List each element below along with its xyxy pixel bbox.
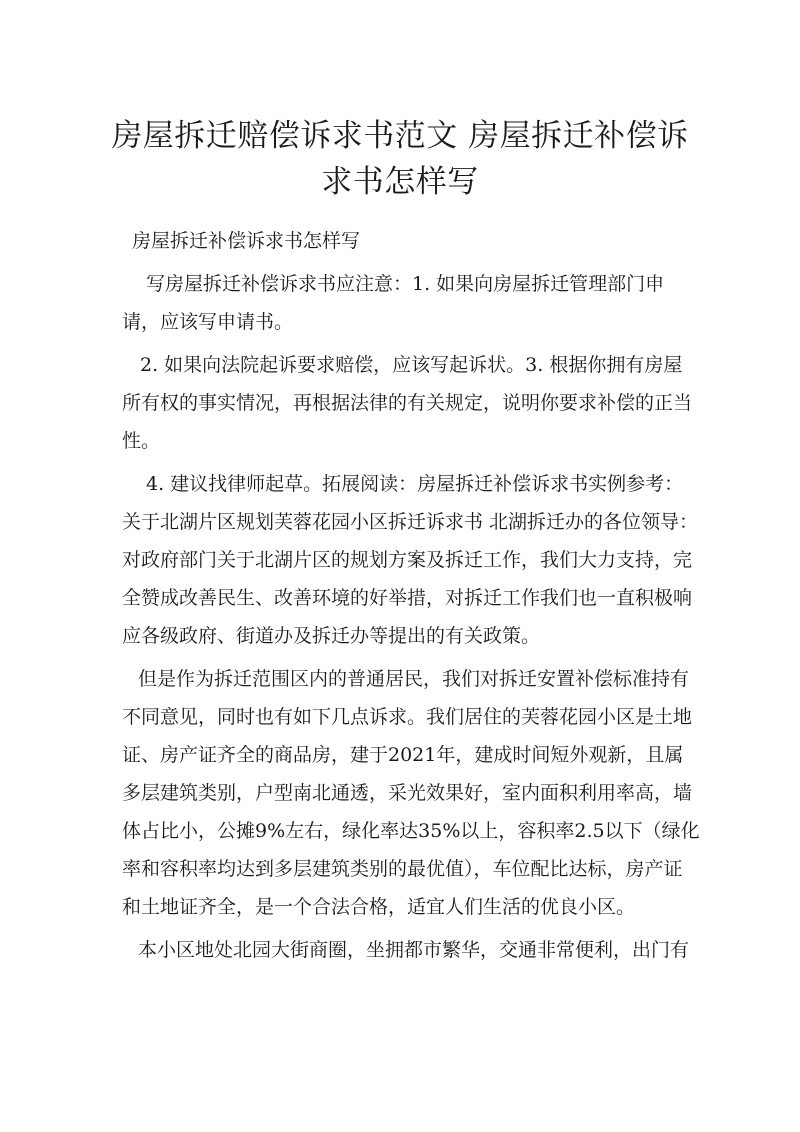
- paragraph: [122, 660, 700, 926]
- text-line: 写房屋拆迁补偿诉求书应注意：1. 如果向房屋拆迁管理部门申: [146, 273, 665, 295]
- text-line: 和土地证齐全，是一个合法合格，适宜人们生活的优良小区。: [122, 896, 636, 918]
- paragraph: [122, 222, 692, 260]
- document-body: [122, 222, 700, 969]
- text-line: 4. 建议找律师起草。拓展阅读：房屋拆迁补偿诉求书实例参考：: [146, 473, 684, 495]
- text-line: 证、房产证齐全的商品房，建于2021年，建成时间短外观新，且属: [122, 744, 684, 766]
- text-line: 本小区地处北园大街商圈，坐拥都市繁华，交通非常便利，出门有: [138, 939, 690, 961]
- text-line: 性。: [122, 430, 161, 452]
- text-line: 对政府部门关于北湖片区的规划方案及拆迁工作，我们大力支持，完: [122, 549, 693, 571]
- title-line-1: 房屋拆迁赔偿诉求书范文 房屋拆迁补偿诉: [111, 118, 689, 154]
- text-line: 全赞成改善民生、改善环境的好举措，对拆迁工作我们也一直积极响: [122, 587, 693, 609]
- text-line: 但是作为拆迁范围区内的普通居民，我们对拆迁安置补偿标准持有: [138, 668, 690, 690]
- title-line-2: 求书怎样写: [321, 164, 479, 200]
- paragraph: [122, 346, 692, 460]
- text-line: 2. 如果向法院起诉要求赔偿，应该写起诉状。3. 根据你拥有房屋: [140, 354, 683, 376]
- text-line: 应各级政府、街道办及拆迁办等提出的有关政策。: [122, 625, 541, 647]
- text-line: 关于北湖片区规划芙蓉花园小区拆迁诉求书 北湖拆迁办的各位领导：: [122, 511, 699, 533]
- text-line: 请，应该写申请书。: [122, 311, 294, 333]
- text-line: 率和容积率均达到多层建筑类别的最优值），车位配比达标，房产证: [122, 858, 683, 880]
- text-line: 多层建筑类别，户型南北通透，采光效果好，室内面积利用率高，墙: [122, 782, 693, 804]
- text-line: 体占比小，公摊9%左右，绿化率达35%以上，容积率2.5以下（绿化: [122, 820, 700, 842]
- paragraph: [122, 931, 692, 969]
- text-line: 所有权的事实情况，再根据法律的有关规定，说明你要求补偿的正当: [122, 392, 693, 414]
- paragraph: [122, 465, 699, 655]
- text-line: 不同意见，同时也有如下几点诉求。我们居住的芙蓉花园小区是土地: [122, 706, 693, 728]
- document-title: [100, 113, 700, 205]
- text-line: 房屋拆迁补偿诉求书怎样写: [132, 230, 361, 252]
- paragraph: [122, 265, 692, 341]
